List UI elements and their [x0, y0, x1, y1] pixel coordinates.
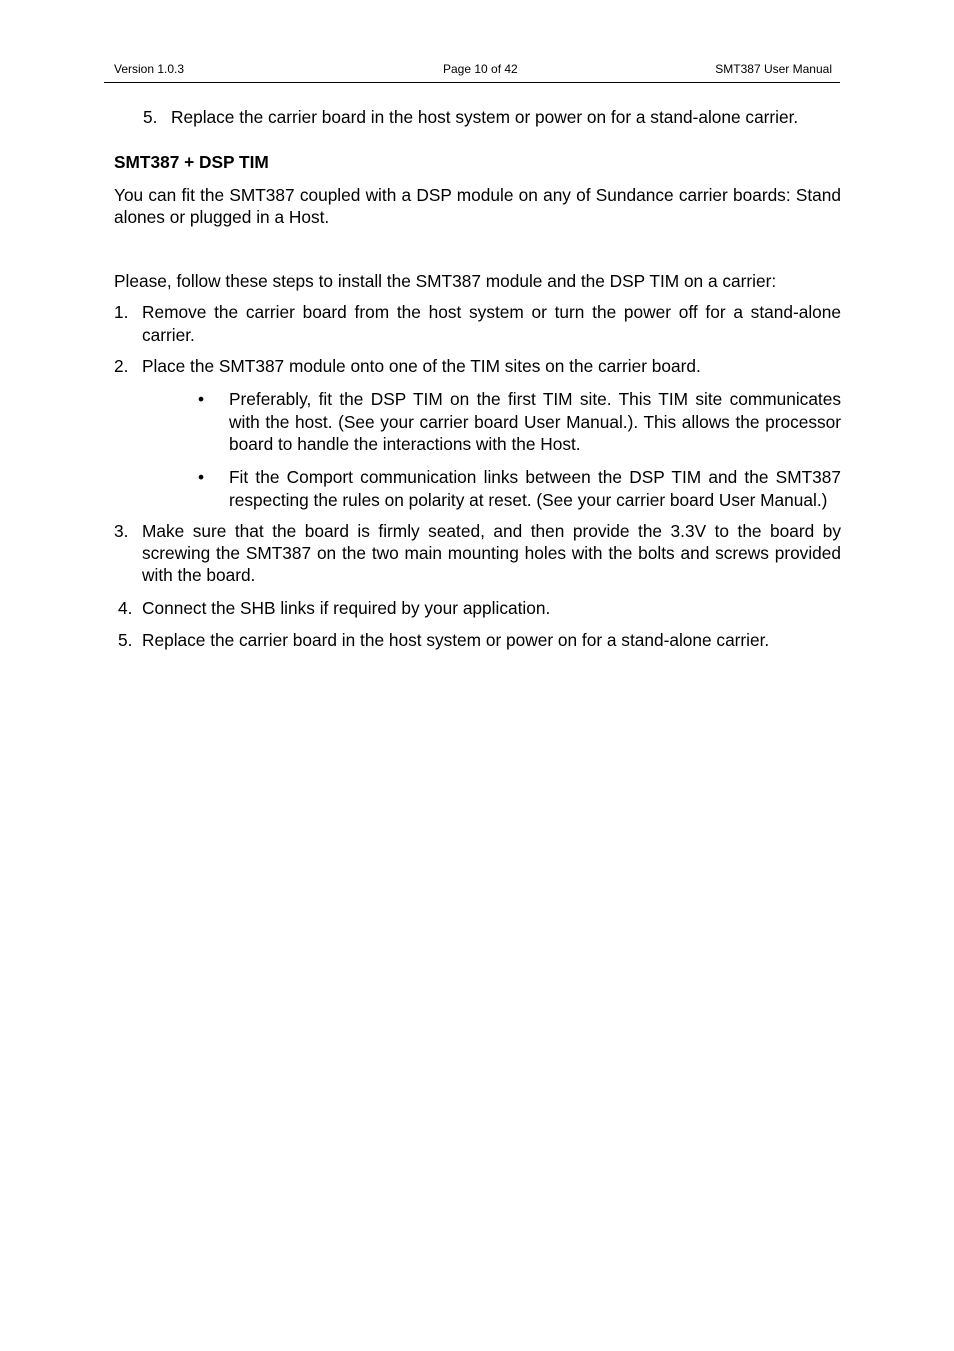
- list-item: [114, 597, 841, 619]
- bullet-text: Fit the Comport communication links between the DSP TIM and the SMT387 respecting the rules on polarity at reset. (See your carrier board User Manual.): [229, 467, 841, 510]
- list-item: [114, 520, 841, 587]
- bullet-item: [114, 388, 841, 455]
- bullet-marker: •: [198, 389, 205, 410]
- list-text: Remove the carrier board from the host system or turn the power off for a stand-alone carrier.: [142, 302, 841, 345]
- list-number: 5.: [143, 107, 158, 127]
- list-text: Replace the carrier board in the host system or power on for a stand-alone carrier.: [142, 630, 770, 651]
- list-text: Connect the SHB links if required by your application.: [142, 597, 551, 618]
- list-text: Replace the carrier board in the host system or power on for a stand-alone carrier.: [171, 107, 799, 127]
- list-text: Place the SMT387 module onto one of the TIM sites on the carrier board.: [142, 356, 701, 377]
- document-body: [114, 106, 841, 651]
- header-document-title: SMT387 User Manual: [715, 62, 832, 76]
- list-number: 5.: [118, 630, 133, 651]
- section-heading: SMT387 + DSP TIM: [114, 152, 269, 173]
- paragraph: Please, follow these steps to install the SMT387 module and the DSP TIM on a carrier:: [114, 271, 777, 292]
- list-item: [114, 106, 841, 128]
- list-number: 4.: [118, 597, 133, 618]
- paragraph: You can fit the SMT387 coupled with a DSP module on any of Sundance carrier boards: Stand alones or plugged in a Host.: [114, 184, 841, 227]
- header-version: Version 1.0.3: [114, 62, 185, 76]
- list-item: [114, 355, 841, 377]
- list-number: 3.: [114, 520, 129, 541]
- bullet-text: Preferably, fit the DSP TIM on the first TIM site. This TIM site communicates with the host. (See your carrier board User Manual.). This allows the processor board to handle the interactions with the Host.: [229, 389, 841, 454]
- list-item: [114, 629, 841, 651]
- bullet-marker: •: [198, 467, 205, 488]
- list-item: [114, 301, 841, 346]
- list-number: 1.: [114, 302, 129, 323]
- list-text: Make sure that the board is firmly seated, and then provide the 3.3V to the board by screwing the SMT387 on the two main mounting holes with the bolts and screws provided with the board.: [142, 520, 841, 586]
- list-number: 2.: [114, 356, 129, 377]
- bullet-item: [114, 466, 841, 511]
- header-page-number: Page 10 of 42: [443, 62, 518, 76]
- page-header: [104, 61, 840, 83]
